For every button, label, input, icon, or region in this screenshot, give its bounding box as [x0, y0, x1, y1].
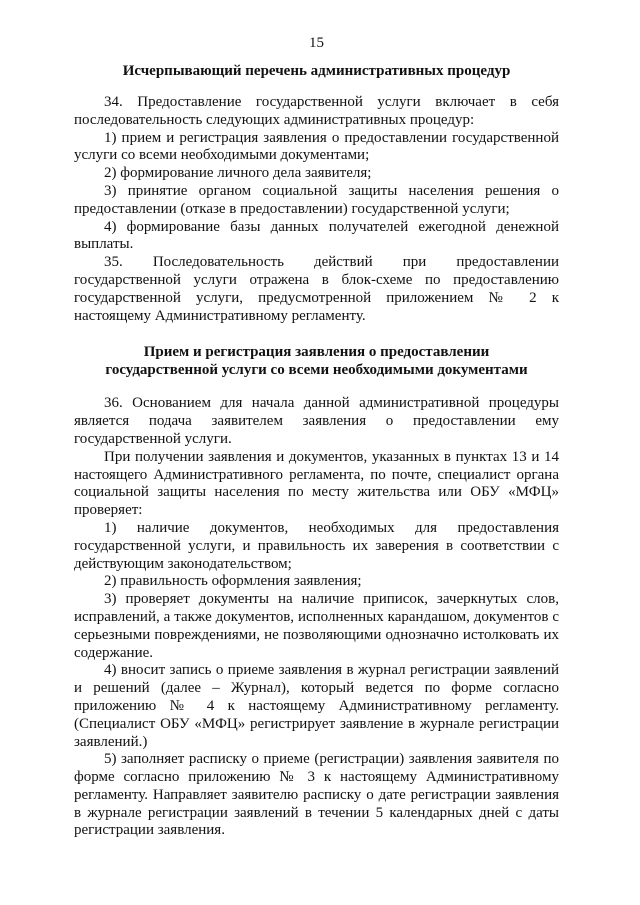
page-number: 15	[309, 35, 324, 51]
paragraph-receipt: При получении заявления и документов, указанных в пунктах 13 и 14 настоящего Административного регламента, по почте, специалист органа социальной защиты населения по месту жительства или ОБУ «МФЦ» проверяет:	[74, 448, 559, 519]
section-heading-registration	[74, 343, 559, 379]
paragraph-36: 36. Основанием для начала данной административной процедуры является подача заявителем заявления о предоставлении ему государственной услуги.	[74, 395, 559, 447]
check-item-4: 4) вносит запись о приеме заявления в журнал регистрации заявлений и решений (далее – Журнал), который ведется по форме согласно приложению № 4 к настоящему Административному регламенту. (Специалист ОБУ «МФЦ» регистрирует заявление в журнале регистрации заявлений.)	[74, 662, 559, 750]
check-item-1: 1) наличие документов, необходимых для предоставления государственной услуги, и правильность их заверения в соответствии с действующим законодательством;	[74, 519, 559, 572]
section-heading-procedures: Исчерпывающий перечень административных процедур	[122, 63, 511, 79]
section-heading-line-1: Прием и регистрация заявления о предоставлении	[143, 344, 490, 361]
list-item-2: 2) формирование личного дела заявителя;	[104, 165, 372, 182]
list-item-4: 4) формирование базы данных получателей ежегодной денежной выплаты.	[74, 218, 559, 253]
check-item-3: 3) проверяет документы на наличие приписок, зачеркнутых слов, исправлений, а также документов, исполненных карандашом, документов с серьезными повреждениями, не позволяющими однозначно истолковать их содержание.	[74, 591, 559, 661]
list-item-1: 1) прием и регистрация заявления о предоставлении государственной услуги со всеми необходимыми документами;	[74, 129, 559, 164]
check-item-5: 5) заполняет расписку о приеме (регистрации) заявления заявителя по форме согласно приложению № 3 к настоящему Административному регламенту. Направляет заявителю расписку о дате регистрации заявления в журнале регистрации заявлений в течении 5 календарных дней с даты регистрации заявления.	[74, 751, 559, 839]
paragraph-34: 34. Предоставление государственной услуги включает в себя последовательность следующих административных процедур:	[74, 94, 559, 128]
list-item-3: 3) принятие органом социальной защиты населения решения о предоставлении (отказе в предоставлении) государственной услуги;	[74, 182, 559, 217]
document-page	[74, 34, 559, 840]
paragraph-35: 35. Последовательность действий при предоставлении государственной услуги отражена в блок-схеме по предоставлению государственной услуги, предусмотренной приложением № 2 к настоящему Административному регламенту.	[74, 254, 559, 324]
section-heading-line-2: государственной услуги со всеми необходимыми документами	[105, 362, 528, 379]
check-item-2: 2) правильность оформления заявления;	[104, 573, 362, 590]
